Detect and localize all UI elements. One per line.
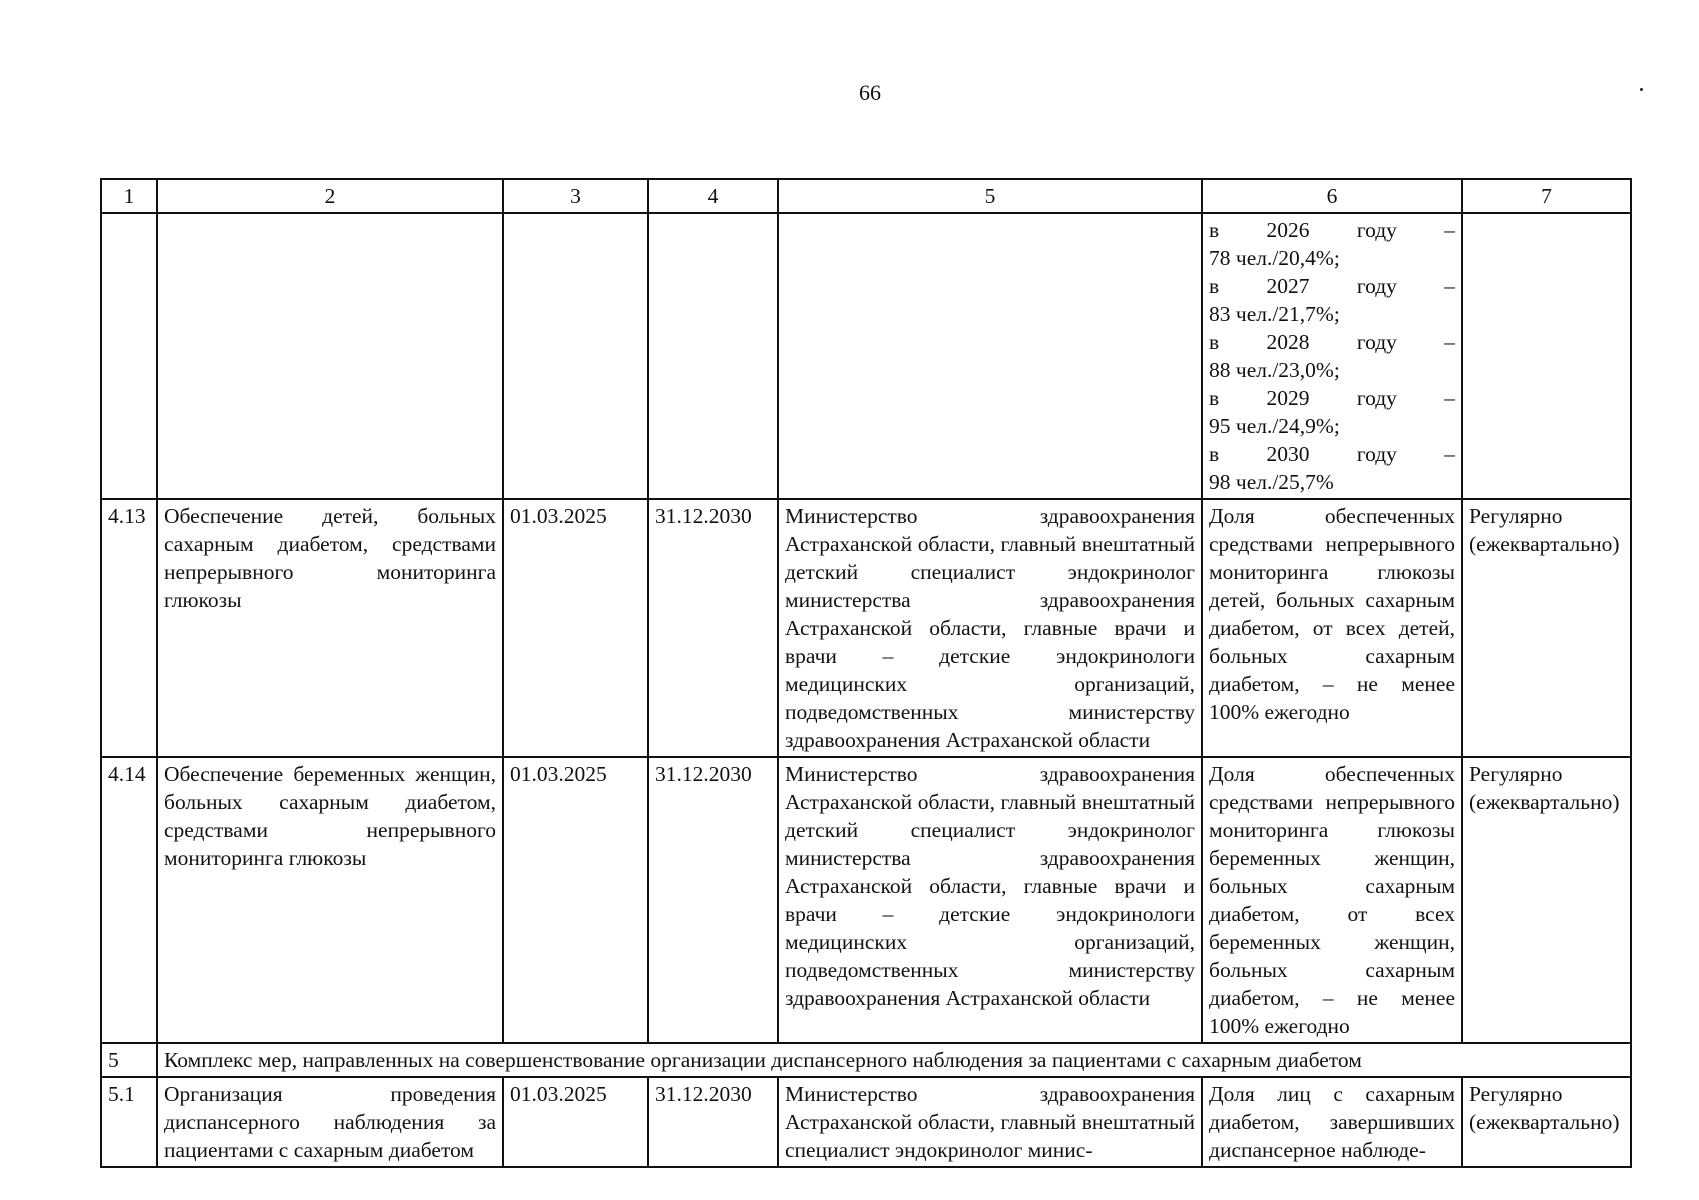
continuation-row xyxy=(101,213,1631,499)
start-date: 01.03.2025 xyxy=(503,499,648,757)
target-indicator: Доля лиц с сахарным диабетом, завершивших диспансерное наблюде- xyxy=(1202,1077,1462,1167)
header-col-4: 4 xyxy=(648,179,778,213)
header-row xyxy=(101,179,1631,213)
section-title: Комплекс мер, направленных на совершенствование организации диспансерного наблюдения за пациентами с сахарным диабетом xyxy=(157,1043,1631,1077)
header-col-5: 5 xyxy=(778,179,1202,213)
year-target-2030: в 2030 году – 98 чел./25,7% xyxy=(1209,442,1455,494)
table-row xyxy=(101,757,1631,1043)
target-indicator: Доля обеспеченных средствами непрерывного мониторинга глюкозы детей, больных сахарным диабетом, от всех детей, больных сахарным диабетом, – не менее 100% ежегодно xyxy=(1202,499,1462,757)
start-date: 01.03.2025 xyxy=(503,1077,648,1167)
header-col-1: 1 xyxy=(101,179,157,213)
end-date: 31.12.2030 xyxy=(648,757,778,1043)
stray-dot-mark xyxy=(1640,88,1643,91)
row-number: 4.13 xyxy=(101,499,157,757)
yearly-targets-cell xyxy=(1202,213,1462,499)
row-number: 4.14 xyxy=(101,757,157,1043)
measure-name: Организация проведения диспансерного наблюдения за пациентами с сахарным диабетом xyxy=(157,1077,503,1167)
start-date: 01.03.2025 xyxy=(503,757,648,1043)
target-indicator: Доля обеспеченных средствами непрерывного мониторинга глюкозы беременных женщин, больных сахарным диабетом, от всех беременных женщин, больных сахарным диабетом, – не менее 100% ежегодно xyxy=(1202,757,1462,1043)
page-number: 66 xyxy=(859,80,881,105)
end-date: 31.12.2030 xyxy=(648,499,778,757)
table-row xyxy=(101,499,1631,757)
plan-table xyxy=(100,178,1632,1168)
year-target-2029: в 2029 году – 95 чел./24,9%; xyxy=(1209,386,1455,438)
responsible-parties: Министерство здравоохранения Астраханской области, главный внештатный детский специалист эндокринолог министерства здравоохранения Астраханской области, главные врачи и врачи – детские эндокринологи медицинских организаций, подведомственных министерству здравоохранения Астраханской области xyxy=(778,757,1202,1043)
measure-name: Обеспечение детей, больных сахарным диабетом, средствами непрерывного мониторинга глюкозы xyxy=(157,499,503,757)
row-number: 5.1 xyxy=(101,1077,157,1167)
reporting-frequency: Регулярно (ежеквартально) xyxy=(1462,757,1631,1043)
header-col-2: 2 xyxy=(157,179,503,213)
header-col-7: 7 xyxy=(1462,179,1631,213)
responsible-parties: Министерство здравоохранения Астраханской области, главный внештатный специалист эндокринолог минис- xyxy=(778,1077,1202,1167)
section-row xyxy=(101,1043,1631,1077)
year-target-2027: в 2027 году – 83 чел./21,7%; xyxy=(1209,274,1455,326)
responsible-parties: Министерство здравоохранения Астраханской области, главный внештатный детский специалист эндокринолог министерства здравоохранения Астраханской области, главные врачи и врачи – детские эндокринологи медицинских организаций, подведомственных министерству здравоохранения Астраханской области xyxy=(778,499,1202,757)
header-col-3: 3 xyxy=(503,179,648,213)
end-date: 31.12.2030 xyxy=(648,1077,778,1167)
table-row xyxy=(101,1077,1631,1167)
header-col-6: 6 xyxy=(1202,179,1462,213)
measure-name: Обеспечение беременных женщин, больных сахарным диабетом, средствами непрерывного мониторинга глюкозы xyxy=(157,757,503,1043)
year-target-2026: в 2026 году – 78 чел./20,4%; xyxy=(1209,218,1455,270)
section-number: 5 xyxy=(101,1043,157,1077)
reporting-frequency: Регулярно (ежеквартально) xyxy=(1462,499,1631,757)
reporting-frequency: Регулярно (ежеквартально) xyxy=(1462,1077,1631,1167)
year-target-2028: в 2028 году – 88 чел./23,0%; xyxy=(1209,330,1455,382)
